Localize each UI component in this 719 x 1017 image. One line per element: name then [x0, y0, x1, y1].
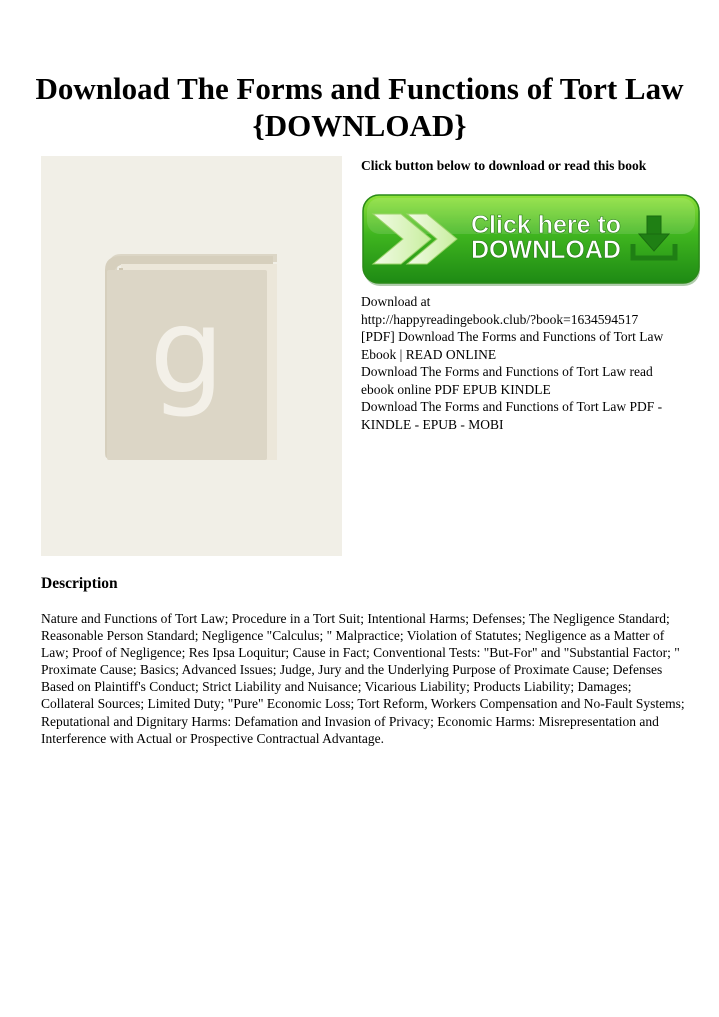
- cover-glyph: g: [149, 282, 225, 420]
- description-heading: Description: [41, 575, 118, 592]
- title-line-2: {DOWNLOAD}: [252, 108, 467, 143]
- page-title: [20, 70, 699, 144]
- book-cover-placeholder: [41, 156, 342, 556]
- description-body: Nature and Functions of Tort Law; Procedure in a Tort Suit; Intentional Harms; Defenses; The Negligence Standard; Reasonable Person Standard; Negligence "Calculus; " Malpractice; Violation of Statutes; Negligence as a Matter of Law; Proof of Negligence; Res Ipsa Loquitur; Cause in Fact; Conventional Tests: "But-For" and "Substantial Factor; " Proximate Cause; Basics; Advanced Issues; Judge, Jury and the Underlying Purpose of Proximate Cause; Defenses Based on Plaintiff's Conduct; Strict Liability and Nuisance; Vicarious Liability; Products Liability; Damages; Collateral Sources; Limited Duty; "Pure" Economic Loss; Tort Reform, Workers Compensation and No-Fault Systems; Reputational and Dignitary Harms: Defamation and Invasion of Privacy; Economic Harms: Misrepresentation and Interference with Actual or Prospective Contractual Advantage.: [41, 611, 685, 746]
- pdf-ebook-line: [PDF] Download The Forms and Functions of Tort Law: [361, 329, 664, 344]
- download-at-label: Download at: [361, 294, 431, 309]
- download-button[interactable]: [361, 194, 703, 290]
- read-online-line-cont: ebook online PDF EPUB KINDLE: [361, 381, 551, 397]
- download-prompt: Click button below to download or read this book: [361, 158, 647, 173]
- formats-line: Download The Forms and Functions of Tort Law PDF -: [361, 399, 663, 414]
- read-online-line: Download The Forms and Functions of Tort Law read: [361, 364, 653, 379]
- formats-line-cont: KINDLE - EPUB - MOBI: [361, 416, 504, 432]
- goodreads-book-placeholder-icon: [41, 156, 342, 556]
- button-label-line-1: Click here to: [471, 211, 622, 239]
- download-panel: [361, 156, 691, 432]
- button-label-line-2: DOWNLOAD: [471, 236, 621, 264]
- pdf-ebook-line-cont: Ebook | READ ONLINE: [361, 346, 497, 362]
- download-url-link[interactable]: http://happyreadingebook.club/?book=1634594517: [361, 311, 639, 327]
- title-line-1: Download The Forms and Functions of Tort Law: [35, 71, 684, 106]
- download-links: [361, 293, 691, 433]
